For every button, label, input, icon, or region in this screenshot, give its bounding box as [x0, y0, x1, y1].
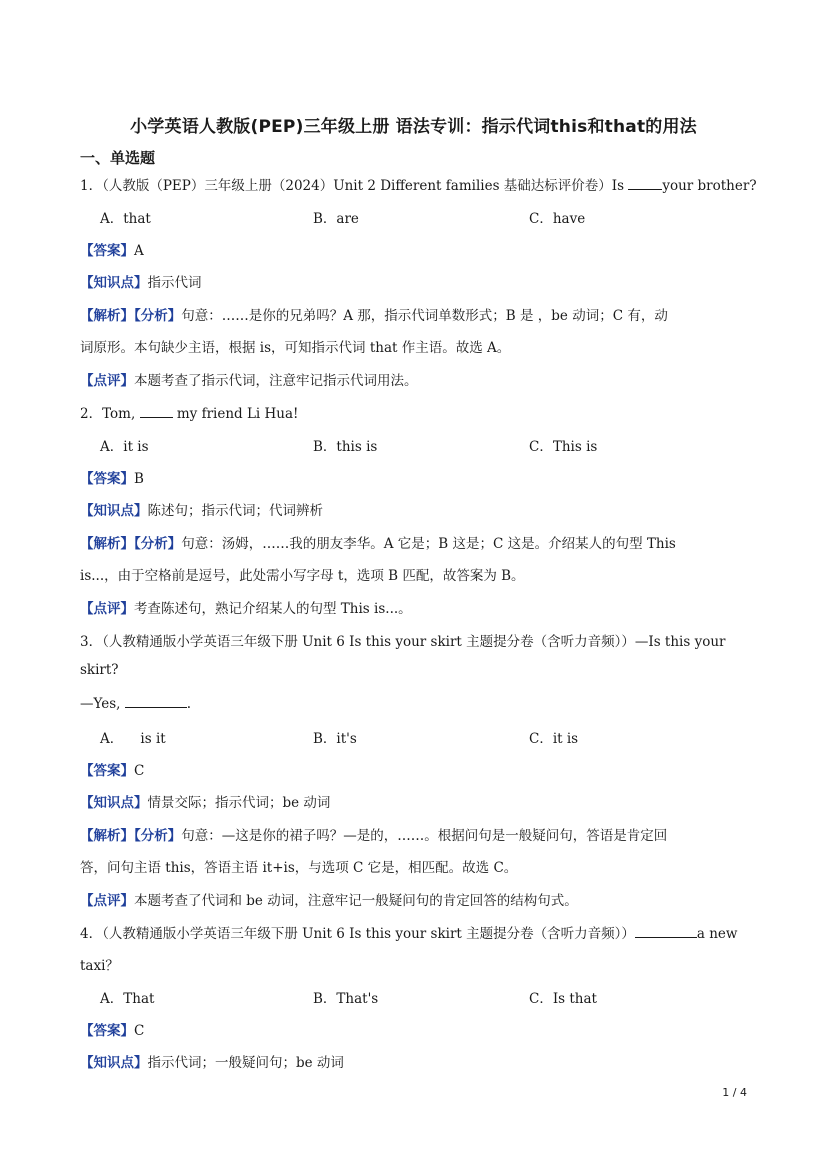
option-c: C．Is that: [529, 991, 597, 1007]
knowledge-point-label: 【知识点】: [80, 1055, 148, 1071]
knowledge-point-line: [80, 499, 750, 519]
question-text: your brother?: [662, 178, 757, 194]
answer-value: B: [134, 471, 144, 487]
option-a: A．that: [100, 211, 151, 227]
question-text: .: [186, 696, 192, 712]
answer-line: [80, 239, 750, 259]
analysis-line: [80, 304, 750, 324]
question-2-stem: [80, 402, 750, 422]
answer-label: 【答案】: [80, 471, 134, 487]
answer-line: [80, 759, 750, 779]
option-a: A．it is: [100, 439, 149, 455]
comment-text: 考查陈述句，熟记介绍某人的句型 This is...。: [134, 601, 412, 617]
answer-blank: [140, 405, 173, 418]
option-b: B．That's: [313, 991, 379, 1007]
question-text: my friend Li Hua!: [172, 406, 299, 422]
question-text: —Yes,: [80, 696, 125, 712]
answer-value: A: [134, 243, 144, 259]
analysis-line: [80, 532, 750, 552]
question-1-stem: [80, 174, 757, 194]
option-b: B．it's: [313, 731, 357, 747]
section-heading: 一、单选题: [80, 149, 156, 167]
option-b: B．are: [313, 211, 359, 227]
page-title: 小学英语人教版(PEP)三年级上册 语法专训：指示代词this和that的用法: [130, 117, 697, 137]
knowledge-point-label: 【知识点】: [80, 503, 148, 519]
answer-value: C: [134, 1023, 145, 1039]
question-4-stem: [80, 922, 750, 942]
comment-text: 本题考查了代词和 be 动词，注意牢记一般疑问句的肯定回答的结构句式。: [134, 893, 578, 909]
question-text: 4．（人教精通版小学英语三年级下册 Unit 6 Is this your skirt 主题提分卷（含听力音频））: [80, 926, 635, 942]
question-text: 1．（人教版（PEP）三年级上册（2024）Unit 2 Different families 基础达标评价卷）Is: [80, 178, 629, 194]
question-3-stem-continuation: skirt?: [80, 662, 119, 678]
answer-label: 【答案】: [80, 763, 134, 779]
analysis-text: 句意：—这是你的裙子吗？—是的，……。根据问句是一般疑问句，答语是肯定回: [181, 828, 668, 844]
analysis-label: 【解析】【分析】: [80, 308, 182, 324]
comment-line: [80, 369, 750, 389]
answer-blank: [628, 177, 662, 190]
comment-line: [80, 597, 750, 617]
knowledge-point-value: 指示代词；一般疑问句；be 动词: [147, 1055, 344, 1071]
comment-line: [80, 889, 750, 909]
comment-label: 【点评】: [80, 893, 134, 909]
answer-line: [80, 467, 750, 487]
option-a: A．That: [100, 991, 155, 1007]
comment-text: 本题考查了指示代词，注意牢记指示代词用法。: [134, 373, 418, 389]
option-b: B．this is: [313, 439, 378, 455]
answer-label: 【答案】: [80, 1023, 134, 1039]
answer-blank: [635, 925, 697, 938]
option-c: C．have: [529, 211, 586, 227]
question-4-stem-continuation: taxi？: [80, 958, 119, 974]
analysis-text: 句意：汤姆，……我的朋友李华。A 它是；B 这是；C 这是。介绍某人的句型 This: [181, 536, 676, 552]
option-a: A． is it: [100, 731, 166, 747]
comment-label: 【点评】: [80, 601, 134, 617]
page-number: 1 / 4: [722, 1086, 747, 1099]
knowledge-point-line: [80, 791, 750, 811]
analysis-text: 句意：……是你的兄弟吗？A 那，指示代词单数形式；B 是 ，be 动词；C 有，动: [181, 308, 668, 324]
analysis-continuation: 词原形。本句缺少主语，根据 is，可知指示代词 that 作主语。故选 A。: [80, 340, 511, 356]
answer-value: C: [134, 763, 145, 779]
analysis-line: [80, 824, 750, 844]
option-c: C．This is: [529, 439, 598, 455]
knowledge-point-value: 指示代词: [147, 275, 202, 291]
knowledge-point-value: 陈述句；指示代词；代词辨析: [147, 503, 323, 519]
knowledge-point-line: [80, 271, 750, 291]
knowledge-point-label: 【知识点】: [80, 275, 148, 291]
knowledge-point-line: [80, 1051, 750, 1071]
question-text: 2．Tom,: [80, 406, 140, 422]
knowledge-point-label: 【知识点】: [80, 795, 148, 811]
analysis-continuation: 答，问句主语 this，答语主语 it+is，与选项 C 它是，相匹配。故选 C。: [80, 860, 518, 876]
answer-blank: [125, 695, 187, 708]
comment-label: 【点评】: [80, 373, 134, 389]
option-c: C．it is: [529, 731, 579, 747]
question-3-stem: 3．（人教精通版小学英语三年级下册 Unit 6 Is this your skirt 主题提分卷（含听力音频））—Is this your: [80, 634, 726, 650]
analysis-label: 【解析】【分析】: [80, 536, 182, 552]
answer-line: [80, 1019, 750, 1039]
answer-label: 【答案】: [80, 243, 134, 259]
knowledge-point-value: 情景交际；指示代词；be 动词: [147, 795, 331, 811]
analysis-label: 【解析】【分析】: [80, 828, 182, 844]
analysis-continuation: is...，由于空格前是逗号，此处需小写字母 t，选项 B 匹配，故答案为 B。: [80, 568, 525, 584]
question-3-reply: [80, 695, 750, 712]
question-text: a new: [696, 926, 738, 942]
